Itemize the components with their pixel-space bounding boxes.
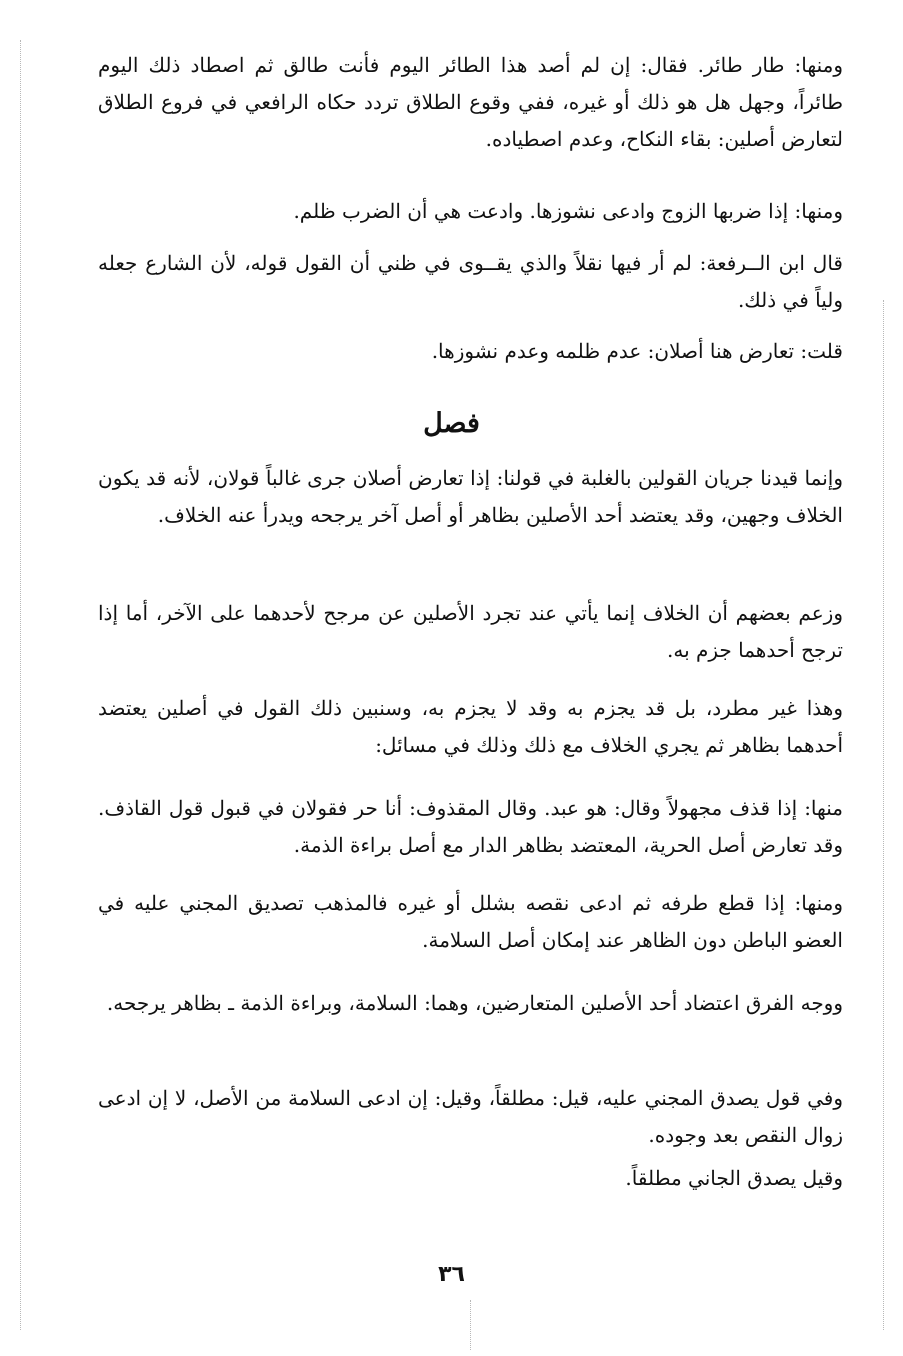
paragraph-1: ومنها: طار طائر. فقال: إن لم أصد هذا الطائر اليوم فأنت طالق ثم اصطاد ذلك اليوم طائراً، وجهل هل هو ذلك أو غيره، ففي وقوع الطلاق تردد حكاه الرافعي في فروع الطلاق لتعارض أصلين: بقاء النكاح، وعدم اصطياده.: [98, 53, 843, 151]
paragraph-4: قلت: تعارض هنا أصلان: عدم ظلمه وعدم نشوزها.: [431, 339, 843, 363]
page-number: ٣٦: [438, 1262, 465, 1287]
paragraph-2: ومنها: إذا ضربها الزوج وادعى نشوزها. وادعت هي أن الضرب ظلم.: [293, 199, 843, 223]
bottom-dots: [470, 1300, 471, 1350]
paragraph-10: ووجه الفرق اعتضاد أحد الأصلين المتعارضين، وهما: السلامة، وبراءة الذمة ـ بظاهر يرجحه.: [106, 991, 843, 1015]
paragraph-8: منها: إذا قذف مجهولاً وقال: هو عبد. وقال المقذوف: أنا حر فقولان في قبول قول القاذف. وقد تعارض أصل الحرية، المعتضد بظاهر الدار مع أصل براءة الذمة.: [98, 796, 843, 857]
section-heading: فصل: [423, 408, 480, 439]
paragraph-7: وهذا غير مطرد، بل قد يجزم به وقد لا يجزم به، وسنبين ذلك القول في أصلين يعتضد أحدهما بظاهر ثم يجري الخلاف مع ذلك وذلك في مسائل:: [98, 696, 843, 757]
margin-dots-left: [20, 40, 21, 1330]
paragraph-5: وإنما قيدنا جريان القولين بالغلبة في قولنا: إذا تعارض أصلان جرى غالباً قولان، لأنه قد يكون الخلاف وجهين، وقد يعتضد أحد الأصلين بظاهر أو أصل آخر يرجحه ويدرأ عنه الخلاف.: [98, 466, 843, 527]
paragraph-3: قال ابن الــرفعة: لم أر فيها نقلاً والذي يقــوى في ظني أن القول قوله، لأن الشارع جعله ولياً في ذلك.: [98, 251, 843, 312]
paragraph-11: وفي قول يصدق المجني عليه، قيل: مطلقاً، وقيل: إن ادعى السلامة من الأصل، لا إن ادعى زوال النقص بعد وجوده.: [98, 1086, 843, 1147]
paragraph-12: وقيل يصدق الجاني مطلقاً.: [625, 1166, 843, 1190]
paragraph-6: وزعم بعضهم أن الخلاف إنما يأتي عند تجرد الأصلين عن مرجح لأحدهما على الآخر، أما إذا ترجح أحدهما جزم به.: [98, 601, 843, 662]
margin-dots-right: [883, 300, 884, 1330]
paragraph-9: ومنها: إذا قطع طرفه ثم ادعى نقصه بشلل أو غيره فالمذهب تصديق المجني عليه في العضو الباطن دون الظاهر عند إمكان أصل السلامة.: [98, 891, 843, 952]
